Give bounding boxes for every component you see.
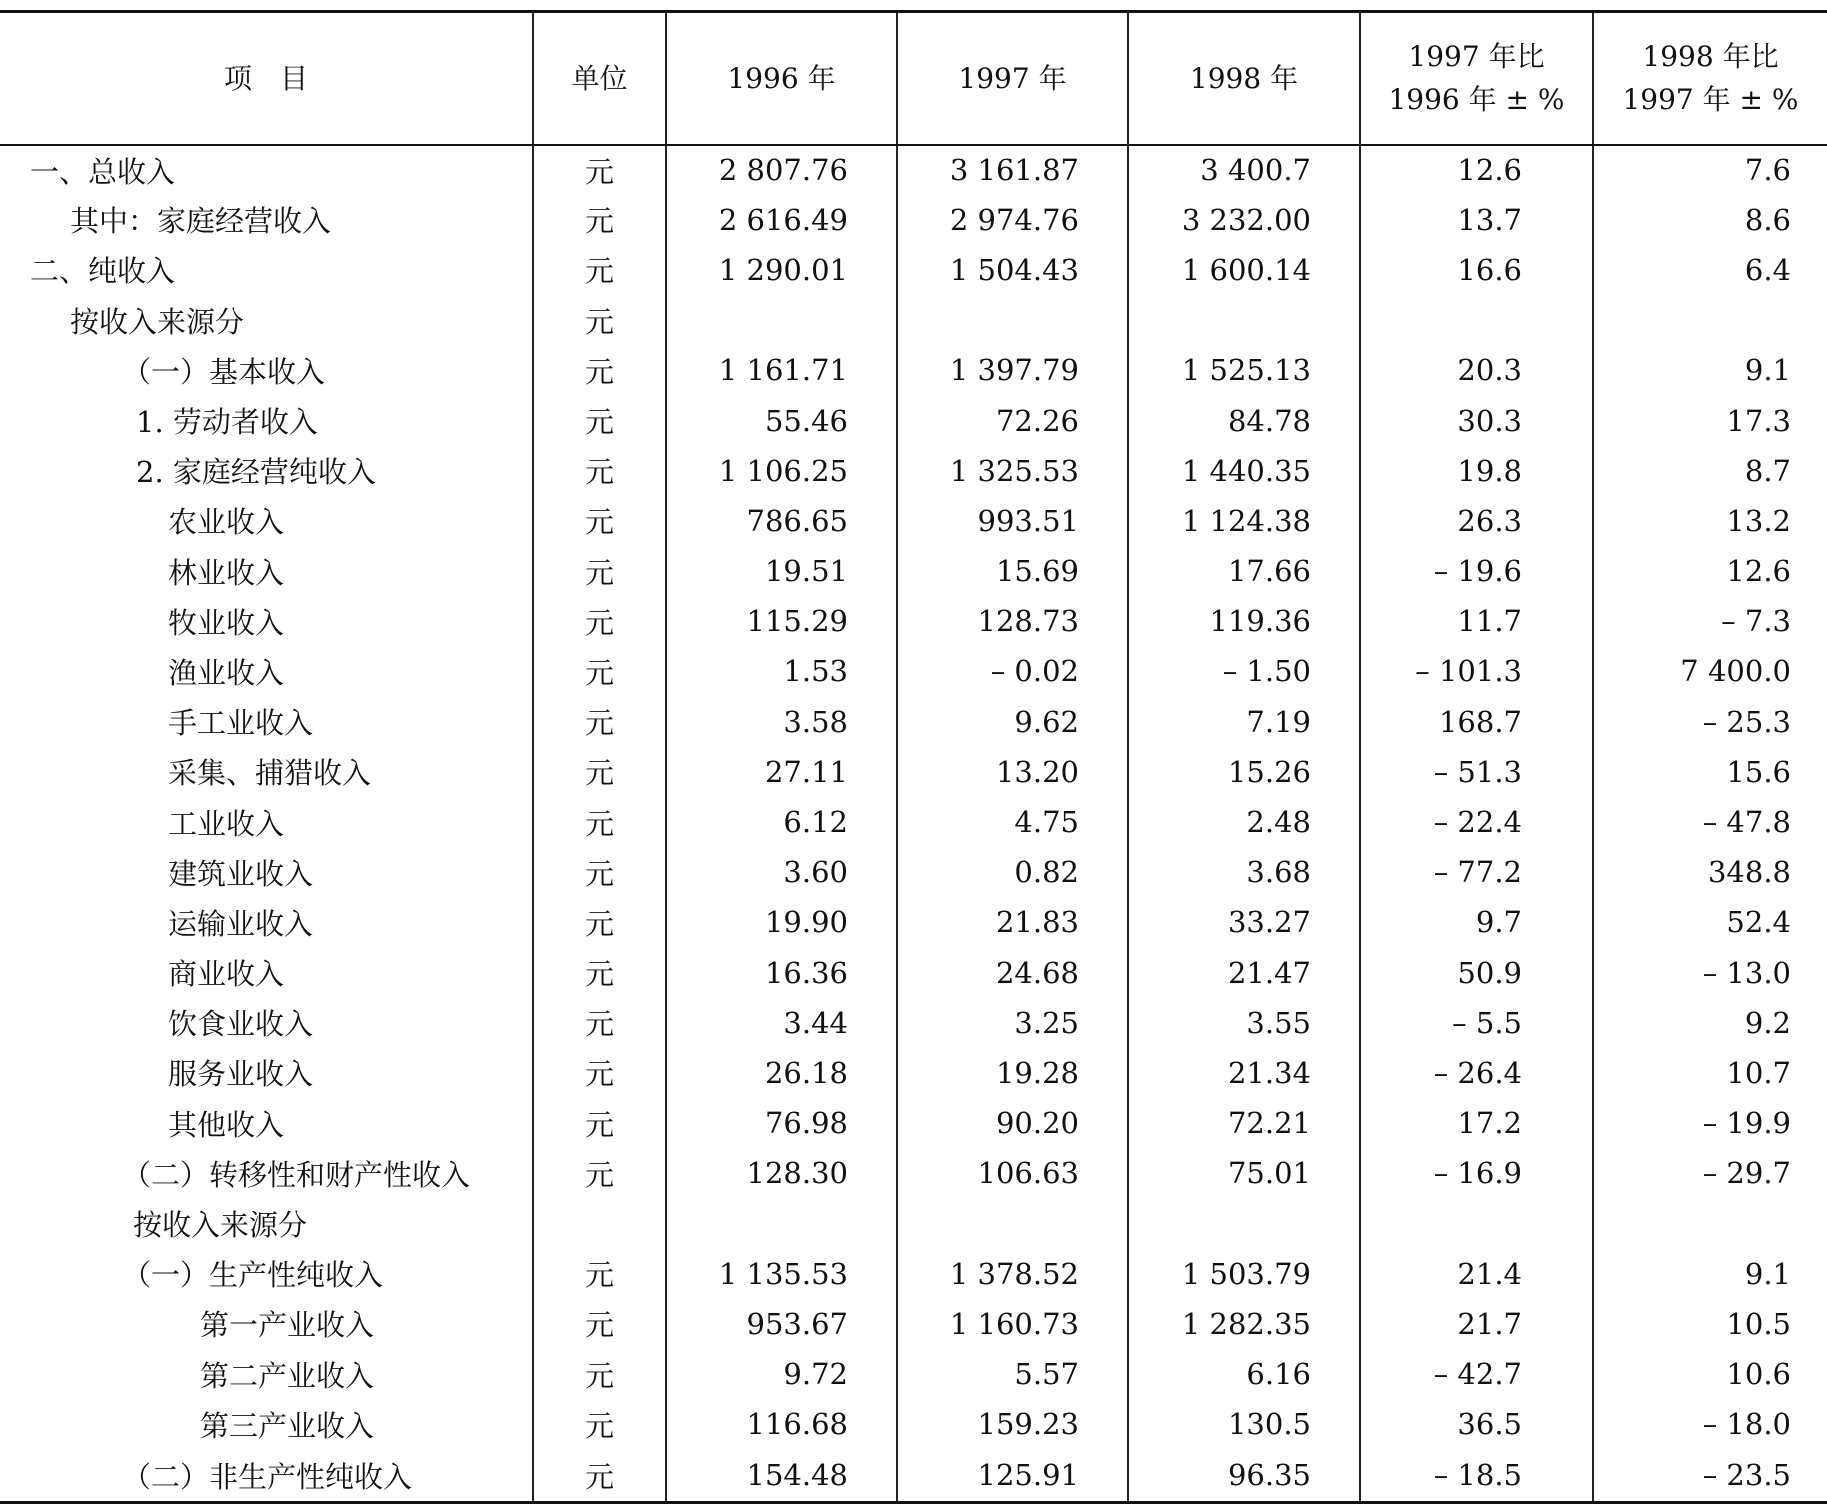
- row-value-1998: 3 232.00: [1128, 195, 1360, 245]
- row-change-1997: 21.7: [1360, 1299, 1593, 1349]
- row-value-1998: 15.26: [1128, 747, 1360, 797]
- row-value-1997: 9.62: [897, 697, 1128, 747]
- row-change-1997: – 5.5: [1360, 998, 1593, 1048]
- row-item: 林业收入: [168, 555, 285, 590]
- row-change-1997: 50.9: [1360, 948, 1593, 998]
- row-change-1997: [1360, 1198, 1593, 1248]
- row-value-1996: 116.68: [666, 1399, 897, 1449]
- row-value-1996: 1 135.53: [666, 1249, 897, 1299]
- row-item: 其他收入: [168, 1107, 285, 1142]
- row-change-1998: [1593, 1198, 1827, 1248]
- row-unit: 元: [533, 1048, 666, 1098]
- row-item: 服务业收入: [168, 1057, 314, 1092]
- row-change-1998: – 19.9: [1593, 1098, 1827, 1148]
- row-change-1997: 11.7: [1360, 596, 1593, 646]
- row-value-1996: 115.29: [666, 596, 897, 646]
- table-row: [0, 596, 1827, 646]
- row-value-1998: 1 282.35: [1128, 1299, 1360, 1349]
- row-value-1998: 21.47: [1128, 948, 1360, 998]
- table-row: [0, 496, 1827, 546]
- row-item: 牧业收入: [168, 605, 285, 640]
- row-change-1997: – 19.6: [1360, 546, 1593, 596]
- row-value-1997: 125.91: [897, 1449, 1128, 1502]
- row-value-1996: 26.18: [666, 1048, 897, 1098]
- row-change-1998: – 25.3: [1593, 697, 1827, 747]
- row-value-1997: 90.20: [897, 1098, 1128, 1148]
- table-row: [0, 1349, 1827, 1399]
- row-unit: 元: [533, 948, 666, 998]
- table-row: [0, 446, 1827, 496]
- row-unit: 元: [533, 1098, 666, 1148]
- row-item: 二、纯收入: [30, 254, 176, 289]
- row-change-1997: – 18.5: [1360, 1449, 1593, 1502]
- row-change-1998: 8.7: [1593, 446, 1827, 496]
- row-value-1998: 21.34: [1128, 1048, 1360, 1098]
- table-row: [0, 546, 1827, 596]
- row-change-1997: – 101.3: [1360, 646, 1593, 696]
- row-item: 渔业收入: [168, 655, 285, 690]
- row-unit: 元: [533, 295, 666, 345]
- table-row: [0, 697, 1827, 747]
- row-value-1996: 27.11: [666, 747, 897, 797]
- row-value-1997: 13.20: [897, 747, 1128, 797]
- header-change-1998: [1593, 12, 1827, 145]
- row-value-1998: 1 440.35: [1128, 446, 1360, 496]
- row-change-1998: 7 400.0: [1593, 646, 1827, 696]
- row-item: 商业收入: [168, 957, 285, 992]
- row-value-1996: 3.60: [666, 847, 897, 897]
- row-item: 建筑业收入: [168, 856, 314, 891]
- row-change-1998: 8.6: [1593, 195, 1827, 245]
- row-value-1997: 1 397.79: [897, 345, 1128, 395]
- row-value-1996: 1 106.25: [666, 446, 897, 496]
- header-change-1997: [1360, 12, 1593, 145]
- table-body: [0, 145, 1827, 1503]
- table-row: [0, 747, 1827, 797]
- row-change-1997: – 16.9: [1360, 1148, 1593, 1198]
- row-change-1997: 9.7: [1360, 897, 1593, 947]
- row-change-1997: – 26.4: [1360, 1048, 1593, 1098]
- row-change-1998: 348.8: [1593, 847, 1827, 897]
- row-change-1998: 10.5: [1593, 1299, 1827, 1349]
- row-item: 饮食业收入: [168, 1007, 314, 1042]
- row-change-1997: 26.3: [1360, 496, 1593, 546]
- row-value-1997: 15.69: [897, 546, 1128, 596]
- row-value-1998: 3.55: [1128, 998, 1360, 1048]
- row-value-1996: 19.90: [666, 897, 897, 947]
- row-value-1997: 21.83: [897, 897, 1128, 947]
- row-unit: 元: [533, 797, 666, 847]
- row-change-1997: – 51.3: [1360, 747, 1593, 797]
- row-value-1997: – 0.02: [897, 646, 1128, 696]
- row-value-1997: 3.25: [897, 998, 1128, 1048]
- row-value-1998: 33.27: [1128, 897, 1360, 947]
- row-change-1998: – 18.0: [1593, 1399, 1827, 1449]
- row-value-1998: 1 124.38: [1128, 496, 1360, 546]
- row-value-1997: 0.82: [897, 847, 1128, 897]
- row-value-1998: 72.21: [1128, 1098, 1360, 1148]
- row-value-1996: 76.98: [666, 1098, 897, 1148]
- row-value-1998: 1 600.14: [1128, 245, 1360, 295]
- row-change-1998: 9.1: [1593, 345, 1827, 395]
- row-change-1997: 16.6: [1360, 245, 1593, 295]
- row-value-1998: 119.36: [1128, 596, 1360, 646]
- header-change-1998-line2: 1997 年 ± %: [1622, 83, 1799, 117]
- row-item: 其中：家庭经营收入: [70, 204, 332, 239]
- table-row: [0, 395, 1827, 445]
- row-unit: 元: [533, 1449, 666, 1502]
- table-row: [0, 847, 1827, 897]
- row-item: （一）基本收入: [122, 354, 326, 389]
- row-change-1997: 21.4: [1360, 1249, 1593, 1299]
- table-row: [0, 195, 1827, 245]
- row-change-1997: 19.8: [1360, 446, 1593, 496]
- row-unit: 元: [533, 195, 666, 245]
- row-value-1996: 1 161.71: [666, 345, 897, 395]
- header-1996: 1996 年: [666, 12, 897, 145]
- row-change-1997: 12.6: [1360, 145, 1593, 195]
- row-unit: 元: [533, 546, 666, 596]
- row-value-1996: 6.12: [666, 797, 897, 847]
- row-unit: 元: [533, 395, 666, 445]
- row-change-1997: – 42.7: [1360, 1349, 1593, 1399]
- table-header: [0, 12, 1827, 145]
- row-value-1997: 19.28: [897, 1048, 1128, 1098]
- row-value-1998: 3 400.7: [1128, 145, 1360, 195]
- table-row: [0, 998, 1827, 1048]
- row-value-1996: 16.36: [666, 948, 897, 998]
- row-unit: 元: [533, 747, 666, 797]
- row-value-1997: [897, 295, 1128, 345]
- row-value-1996: 1 290.01: [666, 245, 897, 295]
- row-value-1997: 106.63: [897, 1148, 1128, 1198]
- row-item: 按收入来源分: [133, 1208, 308, 1243]
- row-change-1997: [1360, 295, 1593, 345]
- row-item: 第二产业收入: [200, 1358, 375, 1393]
- row-unit: 元: [533, 145, 666, 195]
- row-change-1998: 10.7: [1593, 1048, 1827, 1098]
- row-unit: 元: [533, 1299, 666, 1349]
- row-unit: 元: [533, 847, 666, 897]
- row-value-1998: 1 525.13: [1128, 345, 1360, 395]
- row-unit: 元: [533, 245, 666, 295]
- row-item: 第一产业收入: [200, 1308, 375, 1343]
- header-item: 项 目: [0, 12, 533, 145]
- row-value-1998: 3.68: [1128, 847, 1360, 897]
- row-change-1997: 20.3: [1360, 345, 1593, 395]
- row-change-1997: 30.3: [1360, 395, 1593, 445]
- row-change-1998: – 47.8: [1593, 797, 1827, 847]
- row-change-1997: – 77.2: [1360, 847, 1593, 897]
- row-change-1998: – 23.5: [1593, 1449, 1827, 1502]
- row-value-1996: 953.67: [666, 1299, 897, 1349]
- row-change-1998: 6.4: [1593, 245, 1827, 295]
- row-value-1998: 7.19: [1128, 697, 1360, 747]
- row-value-1997: 4.75: [897, 797, 1128, 847]
- header-1998: 1998 年: [1128, 12, 1360, 145]
- row-value-1998: [1128, 1198, 1360, 1248]
- row-unit: 元: [533, 697, 666, 747]
- row-change-1998: 9.1: [1593, 1249, 1827, 1299]
- row-change-1997: 168.7: [1360, 697, 1593, 747]
- row-change-1997: 36.5: [1360, 1399, 1593, 1449]
- row-value-1996: 9.72: [666, 1349, 897, 1399]
- row-value-1997: [897, 1198, 1128, 1248]
- table-row: [0, 345, 1827, 395]
- row-value-1997: 3 161.87: [897, 145, 1128, 195]
- row-value-1998: 130.5: [1128, 1399, 1360, 1449]
- row-value-1997: 1 504.43: [897, 245, 1128, 295]
- row-value-1997: 72.26: [897, 395, 1128, 445]
- table-row: [0, 1449, 1827, 1502]
- row-item: 第三产业收入: [200, 1408, 375, 1443]
- row-value-1996: 19.51: [666, 546, 897, 596]
- row-change-1998: 10.6: [1593, 1349, 1827, 1399]
- row-unit: 元: [533, 897, 666, 947]
- row-change-1997: 17.2: [1360, 1098, 1593, 1148]
- row-value-1998: 2.48: [1128, 797, 1360, 847]
- row-change-1998: 17.3: [1593, 395, 1827, 445]
- row-value-1996: 2 807.76: [666, 145, 897, 195]
- row-unit: 元: [533, 345, 666, 395]
- row-change-1998: 9.2: [1593, 998, 1827, 1048]
- row-unit: 元: [533, 1349, 666, 1399]
- row-unit: 元: [533, 646, 666, 696]
- row-item: 2. 家庭经营纯收入: [136, 455, 376, 490]
- table-row: [0, 1148, 1827, 1198]
- table-row: [0, 646, 1827, 696]
- row-change-1998: – 13.0: [1593, 948, 1827, 998]
- row-unit: 元: [533, 1399, 666, 1449]
- table-row: [0, 295, 1827, 345]
- row-value-1996: 3.58: [666, 697, 897, 747]
- row-value-1996: 786.65: [666, 496, 897, 546]
- table-row: [0, 1098, 1827, 1148]
- row-value-1996: [666, 295, 897, 345]
- row-unit: 元: [533, 446, 666, 496]
- row-value-1998: 96.35: [1128, 1449, 1360, 1502]
- income-table: [0, 10, 1827, 1504]
- row-change-1998: – 29.7: [1593, 1148, 1827, 1198]
- row-unit: 元: [533, 496, 666, 546]
- row-item: （二）非生产性纯收入: [0, 1449, 533, 1502]
- row-value-1996: 3.44: [666, 998, 897, 1048]
- row-value-1996: 128.30: [666, 1148, 897, 1198]
- header-change-1997-line2: 1996 年 ± %: [1388, 83, 1565, 117]
- table-row: [0, 245, 1827, 295]
- table-row: [0, 897, 1827, 947]
- row-change-1998: 52.4: [1593, 897, 1827, 947]
- header-unit: 单位: [533, 12, 666, 145]
- table-row: [0, 1299, 1827, 1349]
- row-value-1998: – 1.50: [1128, 646, 1360, 696]
- row-item: 农业收入: [168, 505, 285, 540]
- row-value-1996: 2 616.49: [666, 195, 897, 245]
- table-row: [0, 797, 1827, 847]
- table-row: [0, 1249, 1827, 1299]
- row-value-1997: 1 325.53: [897, 446, 1128, 496]
- row-change-1998: [1593, 295, 1827, 345]
- row-unit: 元: [533, 596, 666, 646]
- row-item: 采集、捕猎收入: [168, 756, 372, 791]
- row-value-1997: 128.73: [897, 596, 1128, 646]
- row-value-1998: [1128, 295, 1360, 345]
- table-row: [0, 145, 1827, 195]
- row-item: （二）转移性和财产性收入: [122, 1157, 471, 1192]
- row-value-1998: 17.66: [1128, 546, 1360, 596]
- row-value-1998: 6.16: [1128, 1349, 1360, 1399]
- table-row: [0, 1198, 1827, 1248]
- row-change-1998: 15.6: [1593, 747, 1827, 797]
- row-value-1997: 993.51: [897, 496, 1128, 546]
- row-value-1996: 55.46: [666, 395, 897, 445]
- header-1997: 1997 年: [897, 12, 1128, 145]
- table-row: [0, 948, 1827, 998]
- header-change-1997-line1: 1997 年比: [1408, 39, 1545, 73]
- row-value-1997: 159.23: [897, 1399, 1128, 1449]
- row-unit: 元: [533, 1148, 666, 1198]
- row-item: 手工业收入: [168, 706, 314, 741]
- row-value-1996: [666, 1198, 897, 1248]
- row-change-1997: 13.7: [1360, 195, 1593, 245]
- row-unit: [533, 1198, 666, 1248]
- row-value-1998: 75.01: [1128, 1148, 1360, 1198]
- row-item: 一、总收入: [30, 154, 176, 189]
- row-value-1997: 2 974.76: [897, 195, 1128, 245]
- row-value-1997: 5.57: [897, 1349, 1128, 1399]
- row-item: 工业收入: [168, 806, 285, 841]
- row-value-1998: 84.78: [1128, 395, 1360, 445]
- row-value-1996: 1.53: [666, 646, 897, 696]
- row-change-1998: 13.2: [1593, 496, 1827, 546]
- row-change-1998: – 7.3: [1593, 596, 1827, 646]
- row-change-1998: 7.6: [1593, 145, 1827, 195]
- header-change-1998-line1: 1998 年比: [1642, 39, 1779, 73]
- row-item: 运输业收入: [168, 906, 314, 941]
- row-item: （一）生产性纯收入: [122, 1258, 384, 1293]
- row-unit: 元: [533, 1249, 666, 1299]
- row-value-1997: 1 378.52: [897, 1249, 1128, 1299]
- table-row: [0, 1399, 1827, 1449]
- row-item: 按收入来源分: [70, 304, 245, 339]
- row-value-1998: 1 503.79: [1128, 1249, 1360, 1299]
- table-row: [0, 1048, 1827, 1098]
- row-value-1997: 24.68: [897, 948, 1128, 998]
- row-value-1997: 1 160.73: [897, 1299, 1128, 1349]
- row-item: 1. 劳动者收入: [136, 405, 318, 440]
- row-change-1997: – 22.4: [1360, 797, 1593, 847]
- row-value-1996: 154.48: [666, 1449, 897, 1502]
- row-change-1998: 12.6: [1593, 546, 1827, 596]
- row-unit: 元: [533, 998, 666, 1048]
